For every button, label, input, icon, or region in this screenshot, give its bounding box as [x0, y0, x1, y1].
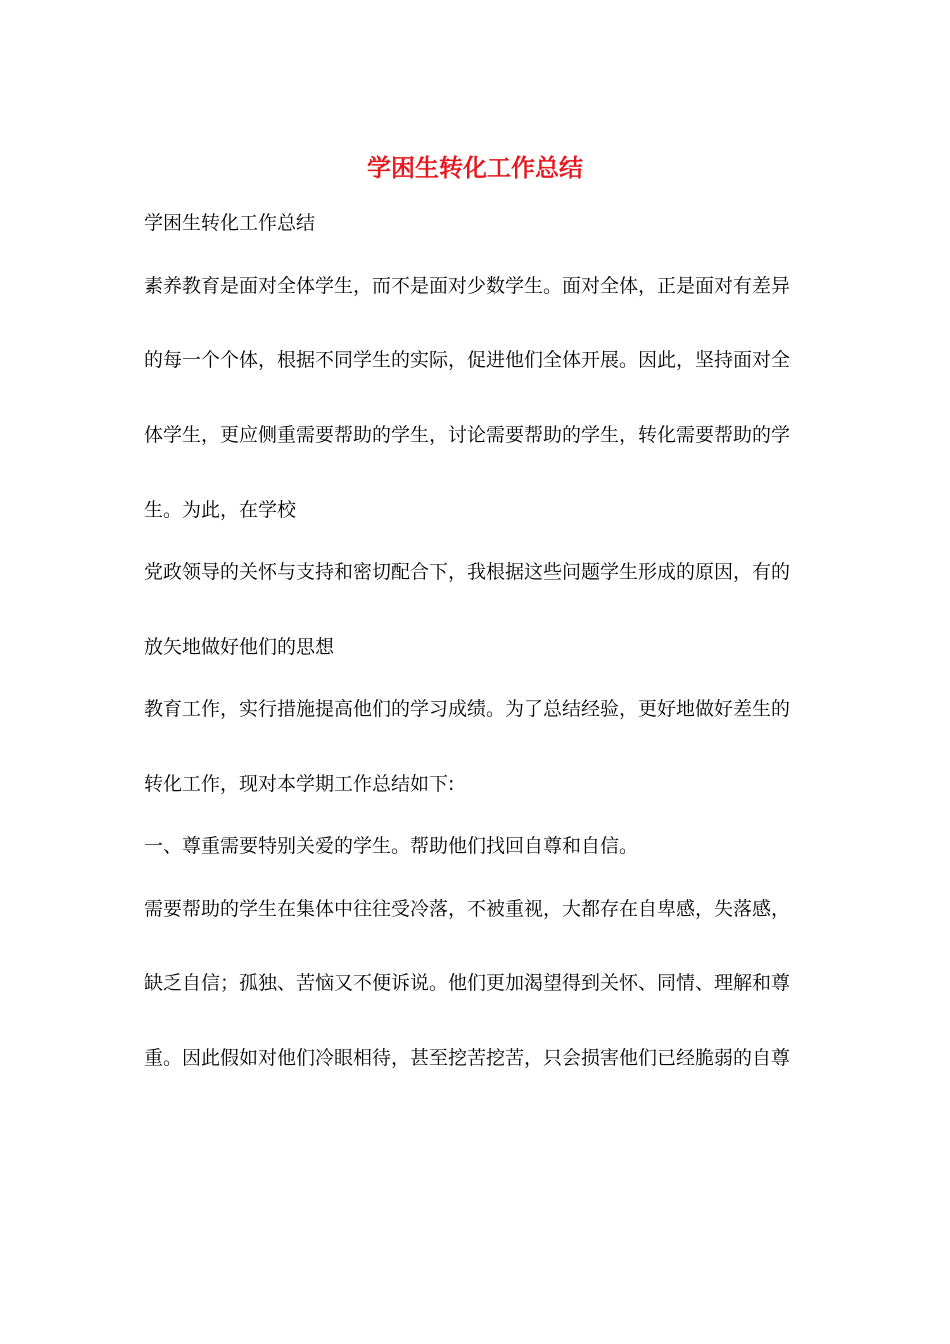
paragraph-line: 的每一个个体，根据不同学生的实际，促进他们全体开展。因此，坚持面对全: [144, 349, 791, 371]
paragraph-line: 需要帮助的学生在集体中往往受冷落，不被重视，大都存在自卑感，失落感，: [144, 898, 791, 920]
paragraph-line: 重。因此假如对他们冷眼相待，甚至挖苦挖苦，只会损害他们已经脆弱的自尊: [144, 1047, 791, 1069]
paragraph-line: 体学生，更应侧重需要帮助的学生，讨论需要帮助的学生，转化需要帮助的学: [144, 424, 791, 446]
paragraph-line: 放矢地做好他们的思想: [144, 636, 335, 658]
paragraph-line: 党政领导的关怀与支持和密切配合下，我根据这些问题学生形成的原因，有的: [144, 561, 791, 583]
paragraph-line: 转化工作，现对本学期工作总结如下:: [144, 773, 455, 795]
paragraph-line: 素养教育是面对全体学生，而不是面对少数学生。面对全体，正是面对有差异: [144, 275, 791, 297]
subtitle-line: 学困生转化工作总结: [144, 212, 316, 234]
paragraph-line: 生。为此，在学校: [144, 499, 297, 521]
document-title: 学困生转化工作总结: [367, 153, 583, 182]
section-heading: 一、尊重需要特别关爱的学生。帮助他们找回自尊和自信。: [144, 835, 639, 857]
paragraph-line: 缺乏自信；孤独、苦恼又不便诉说。他们更加渴望得到关怀、同情、理解和尊: [144, 972, 791, 994]
paragraph-line: 教育工作，实行措施提高他们的学习成绩。为了总结经验，更好地做好差生的: [144, 698, 791, 720]
